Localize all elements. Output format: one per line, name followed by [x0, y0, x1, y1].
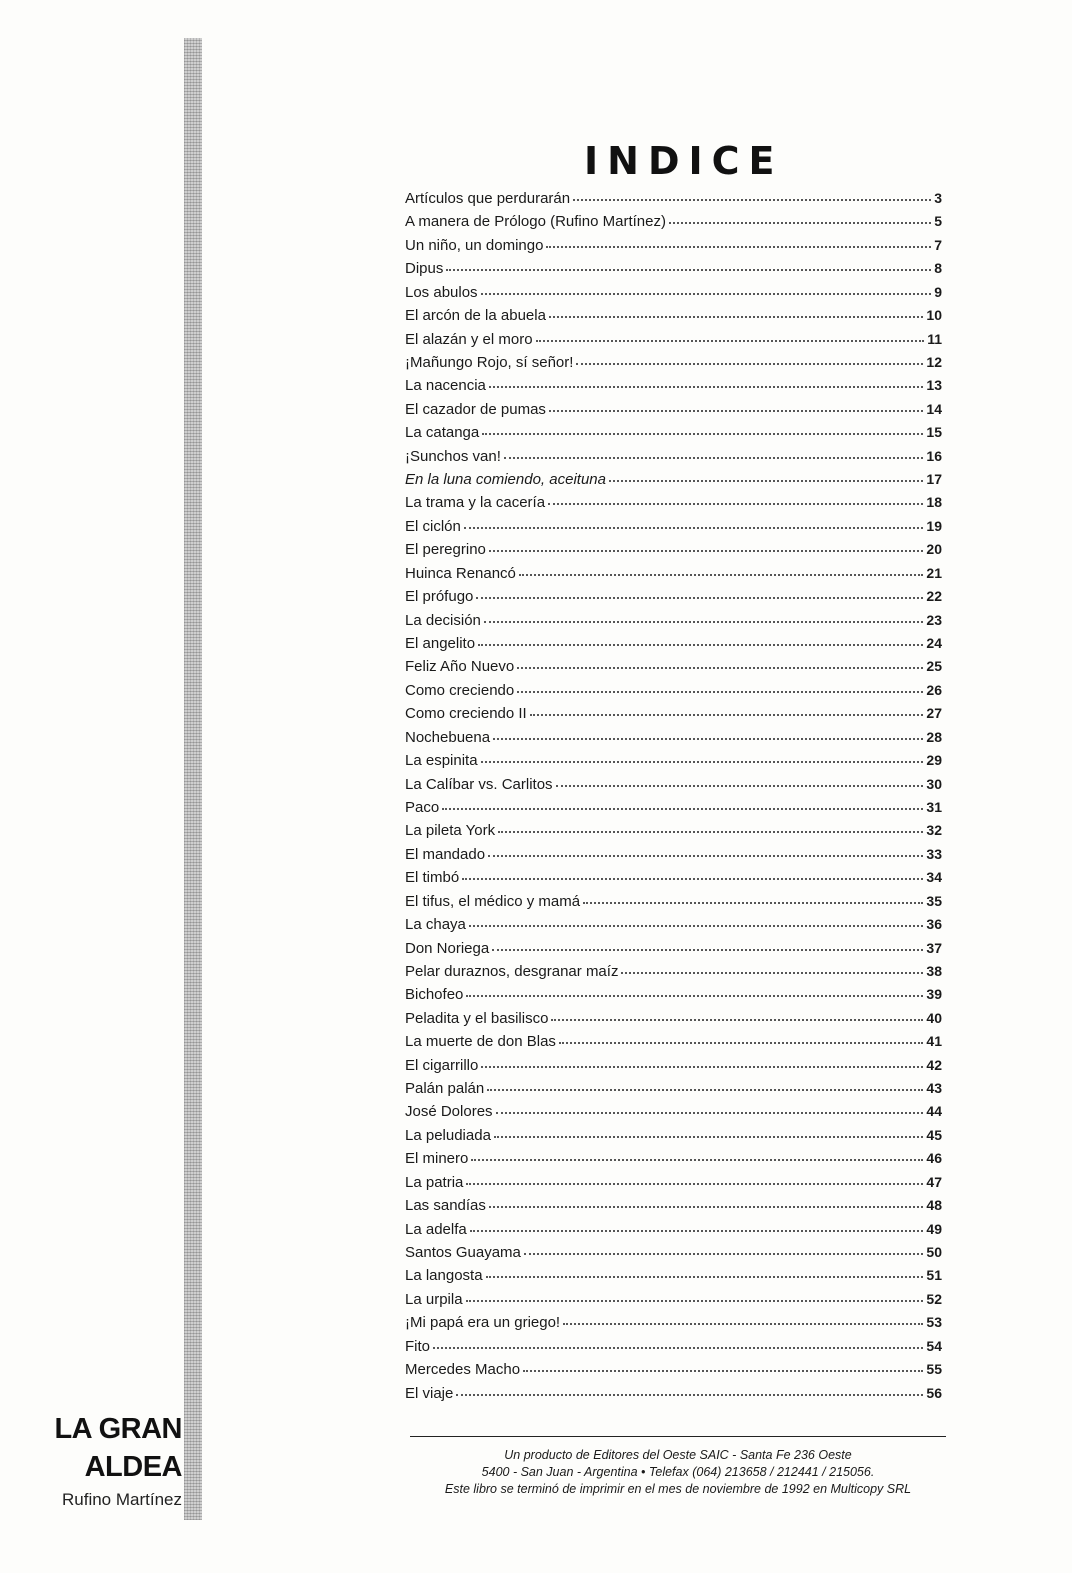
toc-page-number: 5: [934, 213, 942, 230]
toc-entry: [405, 1010, 942, 1033]
dot-leader: [546, 245, 931, 248]
toc-entry: [405, 1361, 942, 1384]
dot-leader: [469, 924, 924, 927]
toc-entry-title: El arcón de la abuela: [405, 307, 546, 325]
toc-page-number: 44: [926, 1103, 942, 1120]
dot-leader: [576, 362, 923, 365]
table-of-contents: [405, 190, 942, 1408]
toc-entry-title: Dipus: [405, 260, 444, 278]
toc-entry-title: ¡Mi papá era un griego!: [405, 1314, 561, 1332]
toc-entry-title: Palán palán: [405, 1080, 485, 1098]
toc-page-number: 50: [926, 1243, 942, 1260]
toc-entry-title: El timbó: [405, 869, 460, 887]
toc-entry-title: ¡Sunchos van!: [405, 447, 501, 465]
toc-entry: [405, 237, 942, 260]
toc-entry: [405, 1197, 942, 1220]
toc-page-number: 55: [926, 1361, 942, 1378]
dot-leader: [563, 1322, 923, 1325]
dot-leader: [517, 690, 923, 693]
dot-leader: [524, 1252, 924, 1255]
toc-page-number: 18: [926, 494, 942, 511]
book-title-line-2: ALDEA: [84, 1451, 182, 1483]
spine-bar: [184, 38, 202, 1520]
toc-page-number: 11: [927, 330, 942, 347]
toc-page-number: 52: [926, 1290, 942, 1307]
dot-leader: [489, 1205, 924, 1208]
dot-leader: [496, 1111, 924, 1114]
toc-entry: [405, 963, 942, 986]
dot-leader: [556, 784, 924, 787]
toc-entry-title: El peregrino: [405, 541, 486, 559]
dot-leader: [583, 901, 923, 904]
toc-page-number: 42: [926, 1056, 942, 1073]
toc-entry: [405, 260, 942, 283]
toc-page-number: 14: [926, 400, 942, 417]
dot-leader: [549, 315, 923, 318]
toc-entry: [405, 307, 942, 330]
toc-entry: [405, 1385, 942, 1408]
colophon-line-2: 5400 - San Juan - Argentina • Telefax (064) 213658 / 212441 / 215056.: [481, 1465, 875, 1479]
toc-entry: [405, 893, 942, 916]
toc-page-number: 39: [926, 986, 942, 1003]
toc-page-number: 38: [926, 962, 942, 979]
toc-page-number: 13: [926, 377, 942, 394]
toc-entry: [405, 190, 942, 213]
toc-entry: [405, 1057, 942, 1080]
toc-entry-title: El angelito: [405, 635, 476, 653]
toc-page-number: 51: [926, 1267, 942, 1284]
toc-entry-title: Nochebuena: [405, 728, 491, 746]
toc-entry-title: Un niño, un domingo: [405, 236, 544, 254]
dot-leader: [489, 385, 924, 388]
toc-entry-title: Santos Guayama: [405, 1243, 521, 1261]
dot-leader: [549, 409, 924, 412]
dot-leader: [523, 1369, 923, 1372]
toc-entry-title: Las sandías: [405, 1197, 486, 1215]
dot-leader: [481, 292, 932, 295]
toc-entry-title: Don Noriega: [405, 939, 490, 957]
dot-leader: [433, 1346, 923, 1349]
dot-leader: [669, 221, 931, 224]
toc-page-number: 29: [926, 752, 942, 769]
toc-entry-title: La catanga: [405, 424, 480, 442]
toc-entry-title: La muerte de don Blas: [405, 1033, 556, 1051]
toc-page-number: 7: [934, 236, 942, 253]
toc-entry: [405, 1267, 942, 1290]
toc-entry-title: La langosta: [405, 1267, 483, 1285]
dot-leader: [609, 479, 923, 482]
toc-entry: [405, 424, 942, 447]
toc-entry-title: Artículos que perdurarán: [405, 190, 571, 207]
toc-entry: [405, 377, 942, 400]
dot-leader: [559, 1041, 923, 1044]
toc-page-number: 22: [926, 588, 942, 605]
toc-entry-title: La urpila: [405, 1290, 463, 1308]
dot-leader: [476, 596, 923, 599]
toc-entry: [405, 752, 942, 775]
toc-entry: [405, 401, 942, 424]
toc-entry-title: Fito: [405, 1337, 431, 1355]
toc-entry-title: Peladita y el basilisco: [405, 1009, 549, 1027]
toc-entry-title: La nacencia: [405, 377, 486, 395]
dot-leader: [498, 830, 923, 833]
toc-page-number: 31: [926, 798, 942, 815]
toc-page-number: 47: [926, 1173, 942, 1190]
dot-leader: [464, 526, 924, 529]
toc-entry-title: Paco: [405, 798, 440, 816]
footer-divider: [410, 1436, 946, 1437]
toc-page-number: 25: [926, 658, 942, 675]
dot-leader: [486, 1275, 924, 1278]
toc-entry-title: Mercedes Macho: [405, 1361, 521, 1379]
toc-entry-title: Pelar duraznos, desgranar maíz: [405, 962, 619, 980]
dot-leader: [504, 456, 924, 459]
toc-page-number: 34: [926, 869, 942, 886]
dot-leader: [484, 620, 924, 623]
toc-page-number: 33: [926, 845, 942, 862]
dot-leader: [466, 1299, 924, 1302]
toc-page-number: 15: [926, 424, 942, 441]
toc-page-number: 9: [934, 283, 942, 300]
toc-entry-title: Feliz Año Nuevo: [405, 658, 515, 676]
toc-entry-title: Bichofeo: [405, 986, 464, 1004]
toc-entry: [405, 940, 942, 963]
toc-entry: [405, 658, 942, 681]
page-title: INDICE: [584, 139, 784, 183]
toc-entry: [405, 284, 942, 307]
toc-page-number: 23: [926, 611, 942, 628]
toc-page-number: 26: [926, 681, 942, 698]
toc-page-number: 46: [926, 1150, 942, 1167]
toc-entry-title: La Calíbar vs. Carlitos: [405, 775, 553, 793]
toc-entry-title: Como creciendo II: [405, 705, 527, 723]
toc-page-number: 17: [926, 471, 942, 488]
book-title-line-1: LA GRAN: [54, 1413, 182, 1445]
dot-leader: [446, 268, 931, 271]
dot-leader: [551, 1018, 923, 1021]
toc-entry: [405, 1314, 942, 1337]
dot-leader: [488, 854, 923, 857]
dot-leader: [466, 1182, 923, 1185]
toc-page-number: 32: [926, 822, 942, 839]
toc-entry: [405, 588, 942, 611]
toc-page-number: 16: [926, 447, 942, 464]
toc-entry-title: José Dolores: [405, 1103, 493, 1121]
toc-entry-title: El minero: [405, 1150, 469, 1168]
dot-leader: [456, 1393, 923, 1396]
toc-entry-title: Como creciendo: [405, 681, 515, 699]
dot-leader: [442, 807, 923, 810]
toc-page-number: 10: [926, 307, 942, 324]
colophon: [388, 1447, 968, 1498]
toc-entry: [405, 541, 942, 564]
toc-entry-title: El alazán y el moro: [405, 330, 533, 348]
toc-entry-title: El ciclón: [405, 517, 461, 535]
toc-entry: [405, 705, 942, 728]
toc-entry-title: A manera de Prólogo (Rufino Martínez): [405, 213, 666, 231]
toc-page-number: 41: [926, 1033, 942, 1050]
toc-page-number: 3: [934, 190, 942, 206]
toc-entry: [405, 1080, 942, 1103]
toc-entry-title: ¡Mañungo Rojo, sí señor!: [405, 353, 574, 371]
dot-leader: [489, 549, 924, 552]
toc-entry-title: La pileta York: [405, 822, 496, 840]
toc-entry: [405, 822, 942, 845]
toc-entry-title: La chaya: [405, 916, 466, 934]
colophon-line-1: Un producto de Editores del Oeste SAIC - Santa Fe 236 Oeste: [504, 1448, 852, 1462]
toc-entry: [405, 729, 942, 752]
dot-leader: [573, 198, 931, 201]
dot-leader: [519, 573, 924, 576]
toc-page-number: 40: [926, 1009, 942, 1026]
toc-entry: [405, 1221, 942, 1244]
toc-page-number: 21: [926, 564, 942, 581]
toc-entry-title: La adelfa: [405, 1220, 467, 1238]
toc-page-number: 20: [926, 541, 942, 558]
toc-entry-title: La decisión: [405, 611, 481, 629]
toc-entry: [405, 916, 942, 939]
toc-page-number: 45: [926, 1126, 942, 1143]
dot-leader: [548, 502, 923, 505]
toc-entry: [405, 518, 942, 541]
toc-entry: [405, 1150, 942, 1173]
toc-entry: [405, 1291, 942, 1314]
dot-leader: [493, 737, 923, 740]
toc-entry: [405, 1103, 942, 1126]
toc-entry: [405, 1338, 942, 1361]
toc-entry-title: En la luna comiendo, aceituna: [405, 471, 606, 489]
toc-entry: [405, 331, 942, 354]
dot-leader: [492, 948, 923, 951]
toc-entry: [405, 799, 942, 822]
toc-entry: [405, 612, 942, 635]
toc-entry-title: Los abulos: [405, 283, 478, 301]
dot-leader: [487, 1088, 923, 1091]
toc-page-number: 35: [926, 892, 942, 909]
toc-entry: [405, 1127, 942, 1150]
toc-entry: [405, 869, 942, 892]
toc-page-number: 8: [934, 260, 942, 277]
toc-entry: [405, 635, 942, 658]
toc-page-number: 12: [926, 353, 942, 370]
dot-leader: [517, 666, 923, 669]
dot-leader: [481, 1065, 923, 1068]
toc-entry: [405, 448, 942, 471]
toc-page-number: 36: [926, 916, 942, 933]
toc-entry: [405, 776, 942, 799]
dot-leader: [482, 432, 923, 435]
toc-page-number: 48: [926, 1197, 942, 1214]
toc-entry-title: El viaje: [405, 1384, 454, 1402]
toc-entry: [405, 213, 942, 236]
toc-entry-title: El cazador de pumas: [405, 400, 546, 418]
toc-entry-title: La peludiada: [405, 1126, 491, 1144]
toc-entry-title: Huinca Renancó: [405, 564, 516, 582]
toc-entry: [405, 846, 942, 869]
dot-leader: [621, 971, 923, 974]
dot-leader: [536, 339, 925, 342]
dot-leader: [481, 760, 924, 763]
dot-leader: [478, 643, 923, 646]
toc-entry-title: La patria: [405, 1173, 464, 1191]
toc-entry-title: El tifus, el médico y mamá: [405, 892, 581, 910]
toc-page-number: 27: [926, 705, 942, 722]
dot-leader: [462, 877, 923, 880]
toc-page-number: 37: [926, 939, 942, 956]
toc-page-number: 54: [926, 1337, 942, 1354]
toc-entry-title: El prófugo: [405, 588, 474, 606]
toc-page-number: 30: [926, 775, 942, 792]
toc-page-number: 56: [926, 1384, 942, 1401]
toc-entry: [405, 1033, 942, 1056]
toc-entry: [405, 1174, 942, 1197]
toc-entry: [405, 471, 942, 494]
toc-entry-title: La espinita: [405, 752, 478, 770]
toc-entry-title: La trama y la cacería: [405, 494, 546, 512]
toc-entry: [405, 682, 942, 705]
toc-entry: [405, 1244, 942, 1267]
colophon-line-3: Este libro se terminó de imprimir en el mes de noviembre de 1992 en Multicopy SRL: [444, 1482, 912, 1496]
dot-leader: [471, 1158, 923, 1161]
dot-leader: [466, 994, 923, 997]
dot-leader: [470, 1229, 924, 1232]
toc-entry: [405, 565, 942, 588]
toc-page-number: 19: [926, 517, 942, 534]
toc-entry-title: El mandado: [405, 845, 486, 863]
toc-entry-title: El cigarrillo: [405, 1056, 479, 1074]
toc-page-number: 49: [926, 1220, 942, 1237]
toc-page-number: 28: [926, 728, 942, 745]
book-author: Rufino Martínez: [62, 1490, 182, 1509]
toc-entry: [405, 354, 942, 377]
dot-leader: [494, 1135, 924, 1138]
dot-leader: [530, 713, 924, 716]
spine-label: [0, 1410, 182, 1512]
toc-page-number: 53: [926, 1314, 942, 1331]
toc-page-number: 24: [926, 635, 942, 652]
toc-entry: [405, 986, 942, 1009]
toc-page-number: 43: [926, 1080, 942, 1097]
toc-entry: [405, 494, 942, 517]
